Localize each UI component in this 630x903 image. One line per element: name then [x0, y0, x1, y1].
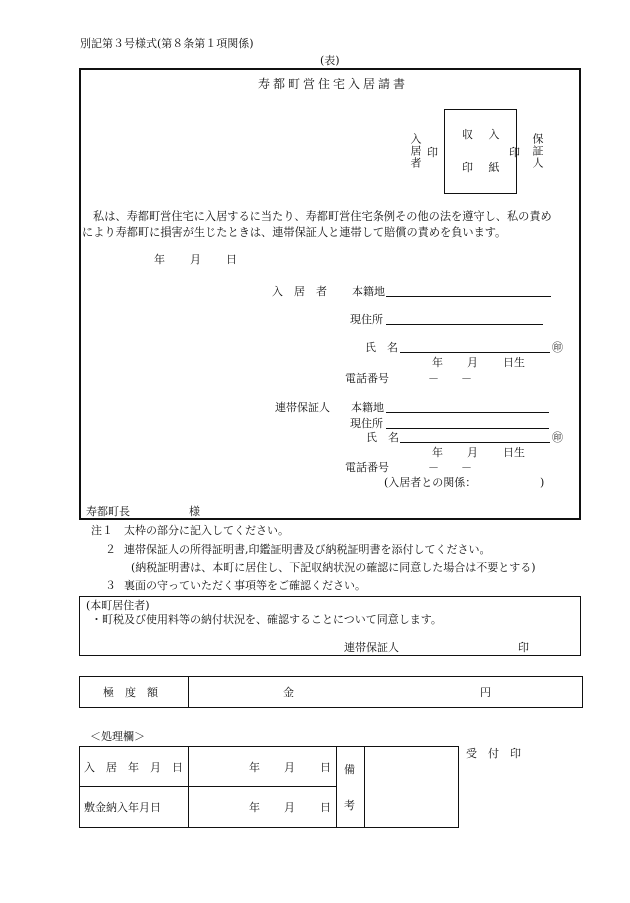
front-side-label: (表)	[320, 54, 340, 67]
consent-box	[79, 596, 581, 656]
deposit-date-month: 月	[284, 801, 295, 814]
remarks-field[interactable]	[368, 750, 456, 824]
processing-heading: ＜処理欄＞	[90, 730, 145, 743]
revenue-stamp-box[interactable]	[444, 109, 517, 194]
limit-amount-currency-prefix: 金	[283, 686, 294, 699]
processing-remarks-divider-left	[336, 746, 337, 828]
guarantor-relation-close: )	[540, 476, 545, 489]
processing-label-divider	[188, 746, 189, 828]
guarantor-seal-mark: 印	[509, 146, 520, 159]
guarantor-relation-label: (入居者との関係：	[384, 476, 477, 489]
deposit-date-year: 年	[249, 801, 260, 814]
note-2-text: 連帯保証人の所得証明書,印鑑証明書及び納税証明書を添付してください。	[124, 543, 491, 556]
move-in-date-label: 入 居 年 月 日	[84, 761, 183, 774]
note-3-number: ３	[105, 579, 116, 592]
guarantor-domicile-field[interactable]	[386, 412, 549, 413]
guarantor-phone-label: 電話番号	[345, 461, 389, 474]
resident-heading: 入 居 者	[272, 285, 327, 298]
remarks-label-char2: 考	[344, 799, 355, 812]
resident-name-field[interactable]	[400, 352, 550, 353]
date-day-label: 日	[226, 253, 237, 266]
limit-amount-divider	[188, 676, 189, 708]
processing-remarks-divider-right	[364, 746, 365, 828]
resident-phone-field[interactable]: － －	[428, 372, 472, 385]
resident-label-vertical: 入居者	[409, 133, 422, 169]
consent-seal-mark: 印	[518, 641, 529, 654]
deposit-date-label: 敷金納入年月日	[84, 801, 161, 814]
revenue-stamp-line2: 印 紙	[462, 161, 506, 174]
guarantor-name-label: 氏 名	[366, 431, 399, 444]
pledge-line-1: 私は、寿都町営住宅に入居するに当たり、寿都町営住宅条例その他の法を遵守し、私の責め	[93, 210, 552, 223]
limit-amount-currency-suffix: 円	[480, 686, 491, 699]
date-year-label: 年	[154, 253, 165, 266]
pledge-line-2: により寿都町に損害が生じたときは、連帯保証人と連帯して賠償の責めを負います。	[82, 226, 507, 239]
honorific-label: 様	[189, 505, 200, 518]
guarantor-seal-icon: ㊞	[552, 431, 563, 444]
resident-seal-mark: 印	[427, 146, 438, 159]
move-in-date-month: 月	[284, 761, 295, 774]
note-3-text: 裏面の守っていただく事項等をご確認ください。	[124, 579, 366, 592]
form-number-label: 別記第３号様式(第８条第１項関係)	[80, 37, 254, 50]
move-in-date-day: 日	[320, 761, 331, 774]
resident-address-label: 現住所	[350, 313, 383, 326]
guarantor-name-field[interactable]	[400, 442, 550, 443]
resident-address-field[interactable]	[386, 324, 543, 325]
consent-signer-label: 連帯保証人	[344, 641, 399, 654]
note-2-number: ２	[105, 543, 116, 556]
receipt-stamp-label: 受 付 印	[466, 747, 521, 760]
guarantor-birth-month: 月	[467, 446, 478, 459]
resident-phone-label: 電話番号	[345, 372, 389, 385]
processing-row-divider	[79, 786, 336, 787]
consent-text: ・町税及び使用料等の納付状況を、確認することについて同意します。	[91, 613, 442, 626]
guarantor-domicile-label: 本籍地	[351, 401, 384, 414]
date-month-label: 月	[190, 253, 201, 266]
guarantor-heading: 連帯保証人	[275, 401, 330, 414]
move-in-date-year: 年	[249, 761, 260, 774]
resident-domicile-field[interactable]	[386, 296, 551, 297]
revenue-stamp-line1: 収 入	[462, 128, 506, 141]
resident-seal-icon: ㊞	[552, 341, 563, 354]
note-1-text: 太枠の部分に記入してください。	[124, 524, 289, 537]
resident-domicile-label: 本籍地	[352, 285, 385, 298]
guarantor-phone-field[interactable]: － －	[428, 461, 472, 474]
guarantor-address-label: 現住所	[350, 417, 383, 430]
resident-birth-year: 年	[432, 356, 443, 369]
guarantor-address-field[interactable]	[386, 428, 549, 429]
remarks-label-char1: 備	[344, 763, 355, 776]
note-1-number: 注１	[91, 524, 113, 537]
deposit-date-day: 日	[320, 801, 331, 814]
guarantor-birth-day: 日生	[503, 446, 525, 459]
limit-amount-label: 極 度 額	[103, 686, 158, 699]
consent-heading: (本町居住者)	[86, 599, 150, 612]
guarantor-birth-year: 年	[432, 446, 443, 459]
note-2-subtext: (納税証明書は、本町に居住し、下記収納状況の確認に同意した場合は不要とする)	[131, 561, 536, 574]
resident-birth-month: 月	[467, 356, 478, 369]
form-title: 寿都町営住宅入居請書	[258, 77, 409, 91]
addressee-label: 寿都町長	[86, 505, 130, 518]
guarantor-label-vertical: 保証人	[531, 133, 544, 169]
resident-name-label: 氏 名	[365, 341, 398, 354]
limit-amount-field[interactable]	[200, 684, 470, 702]
resident-birth-day: 日生	[503, 356, 525, 369]
